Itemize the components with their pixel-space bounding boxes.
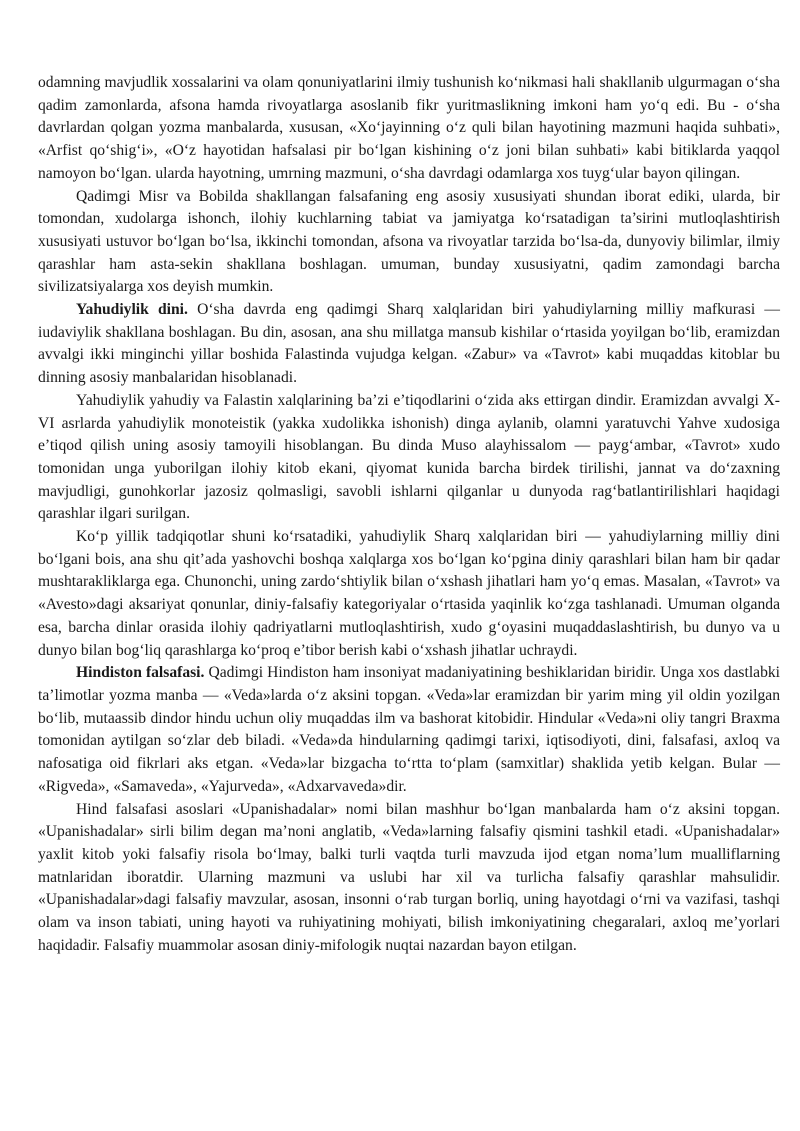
paragraph-6 <box>38 662 780 798</box>
paragraph-2 <box>38 186 780 300</box>
section-heading-judaism: Yahudiylik dini. <box>76 301 188 319</box>
paragraph-4 <box>38 390 780 526</box>
paragraph-3-text: O‘sha davrda eng qadimgi Sharq xalqlaridan biri yahudiylarning milliy mafkurasi — iudaviylik shakllana boshlagan. Bu din, asosan, ana shu millatga mansub kishilar o‘rtasida yoyilgan bo‘lib, eramizdan avvalgi ikki minginchi yillar boshida Falastinda vujudga kelgan. «Zabur» va «Tavrot» kabi muqaddas kitoblar bu dinning asosiy manbalaridan hisoblanadi. <box>38 301 780 387</box>
paragraph-7-text: Hind falsafasi asoslari «Upanishadalar» nomi bilan mashhur bo‘lgan manbalarda ham o‘z aksini topgan. «Upanishadalar» sirli bilim degan ma’noni anglatib, «Veda»larning falsafiy qismini tashkil etadi. «Upanishadalar» yaxlit kitob yoki falsafiy risola bo‘lmay, balki turli vaqtda turli mavzuda ijod etgan noma’lum mualliflarning matnlaridan iboratdir. Ularning mazmuni va uslubi har xil va turlicha falsafiy qarashlar mahsulidir. «Upanishadalar»dagi falsafiy mavzular, asosan, insonni o‘rab turgan borliq, uning hayotdagi o‘rni va vazifasi, tashqi olam va inson tabiati, uning hayoti va ruhiyatining mohiyati, bilish imkoniyatining chegaralari, axloq me’yorlari haqidadir. Falsafiy muammolar asosan diniy-mifologik nuqtai nazardan bayon etilgan. <box>38 800 780 954</box>
paragraph-5-text: Ko‘p yillik tadqiqotlar shuni ko‘rsatadiki, yahudiylik Sharq xalqlaridan biri — yahudiylarning milliy dini bo‘lgani bois, ana shu qit’ada yashovchi boshqa xalqlarga xos bo‘lgan ko‘pgina diniy qarashlari bilan ham bir qadar mushtarakliklarga ega. Chunonchi, uning zardo‘shtiylik bilan o‘xshash jihatlari ham yo‘q emas. Masalan, «Tavrot» va «Avesto»dagi aksariyat qonunlar, diniy-falsafiy kategoriyalar o‘rtasida yaqinlik ko‘zga tashlanadi. Umuman olganda esa, barcha dinlar orasida ilohiy qadriyatlarni mutloqlashtirish, xudo g‘oyasini muqaddaslashtirish, bu dunyo va u dunyo bilan bog‘liq qarashlarga ko‘proq e’tibor berish kabi o‘xshash jihatlar uchraydi. <box>38 528 780 659</box>
paragraph-3 <box>38 299 780 390</box>
paragraph-7 <box>38 799 780 958</box>
paragraph-4-text: Yahudiylik yahudiy va Falastin xalqlarining ba’zi e’tiqodlarini o‘zida aks ettirgan dindir. Eramizdan avvalgi X-VI asrlarda yahudiylik monoteistik (yakka xudolikka ishonish) dinga aylanib, olamni yaratuvchi Yahve xudosiga e’tiqod qilish uning asosiy tamoyili hisoblangan. Bu dinda Muso alayhissalom — payg‘ambar, «Tavrot» xudo tomonidan unga yuborilgan ilohiy kitob ekani, qiyomat kunida barcha birdek tirilishi, jannat va do‘zaxning mavjudligi, gunohkorlar jazosiz qolmasligi, savobli ishlarni qilganlar u dunyoda rag‘batlantirilishlari haqidagi qarashlar ilgari surilgan. <box>38 391 780 523</box>
paragraph-6-text: Qadimgi Hindiston ham insoniyat madaniyatining beshiklaridan biridir. Unga xos dastlabki ta’limotlar yozma manba — «Veda»larda o‘z aksini topgan. «Veda»lar eramizdan bir yarim ming yil oldin yozilgan bo‘lib, mutaassib dindor hindu uchun oliy muqaddas ilm va bashorat kitobidir. Hindular «Veda»ni oliy tangri Braxma tomonidan aytilgan so‘zlar deb biladi. «Veda»da hindularning qadimgi tarixi, iqtisodiyoti, dini, falsafasi, axloq va nafosatiga oid fikrlari aks etgan. «Veda»lar bizgacha to‘rtta to‘plam (samxitlar) shaklida yetib kelgan. Bular — «Rigveda», «Samaveda», «Yajurveda», «Adxarvaveda»dir. <box>38 664 780 795</box>
document-page <box>38 72 780 957</box>
paragraph-5 <box>38 526 780 662</box>
paragraph-2-text: Qadimgi Misr va Bobilda shakllangan falsafaning eng asosiy xususiyati shundan iborat ediki, ularda, bir tomondan, xudolarga ishonch, ilohiy kuchlarning tabiat va jamiyatga ko‘rsatadigan ta’sirini mutloqlashtirish xususiyati ustuvor bo‘lgan bo‘lsa, ikkinchi tomondan, afsona va rivoyatlar tarzida bo‘lsa-da, dunyoviy bilimlar, ilmiy qarashlar ham asta-sekin shakllana boshlagan. umuman, bunday xususiyatni, qadim zamondagi barcha sivilizatsiyalarga xos deyish mumkin. <box>38 187 780 296</box>
paragraph-1 <box>38 72 780 186</box>
section-heading-indian-philosophy: Hindiston falsafasi. <box>76 664 205 682</box>
paragraph-1-text: odamning mavjudlik xossalarini va olam qonuniyatlarini ilmiy tushunish ko‘nikmasi hali shakllanib ulgurmagan o‘sha qadim zamonlarda, afsona hamda rivoyatlarga asoslanib fikr yuritmaslikning imkoni ham yo‘q edi. Bu - o‘sha davrlardan qolgan yozma manbalarda, xususan, «Xo‘jayinning o‘z quli bilan hayotining mazmuni haqida suhbati», «Arfist qo‘shig‘i», «O‘z hayotidan hafsalasi pir bo‘lgan kishining o‘z joni bilan suhbati» kabi bitiklarda yaqqol namoyon bo‘lgan. ularda hayotning, umrning mazmuni, o‘sha davrdagi odamlarga xos tuyg‘ular bayon qilingan. <box>38 74 780 182</box>
